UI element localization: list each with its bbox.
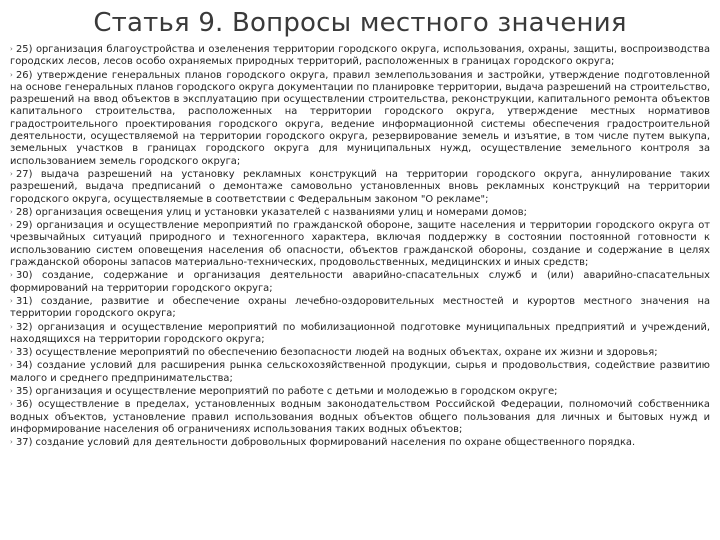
bullet-icon: › (10, 400, 13, 409)
bullet-icon: › (10, 348, 13, 357)
list-item-text: 28) организация освещения улиц и установки указателей с названиями улиц и номерами домов; (16, 206, 527, 218)
list-item-text: 33) осуществление мероприятий по обеспечению безопасности людей на водных объектах, охране их жизни и здоровья; (16, 347, 658, 359)
list-item (10, 346, 710, 359)
bullet-icon: › (10, 387, 13, 396)
list-item-text: 27) выдача разрешений на установку рекламных конструкций на территории городского округа, аннулирование таких разрешений, выдача предписаний о демонтаже самовольно установленных вновь рекламных конструкций на территории городского округа, осуществляемые в соответствии с Федеральным законом "О рекламе"; (10, 168, 710, 205)
list-item-text: 37) создание условий для деятельности добровольных формирований населения по охране общественного порядка. (16, 437, 636, 449)
bullet-icon: › (10, 70, 13, 79)
list-item (10, 206, 710, 219)
bullet-icon: › (10, 221, 13, 230)
bullet-icon: › (10, 271, 13, 280)
bullet-icon: › (10, 207, 13, 216)
list-item (10, 43, 710, 69)
list-item (10, 436, 710, 449)
bullet-icon: › (10, 296, 13, 305)
list-item-text: 34) создание условий для расширения рынка сельскохозяйственной продукции, сырья и продовольствия, содействие развитию малого и среднего предпринимательства; (10, 360, 710, 384)
list-item-text: 31) создание, развитие и обеспечение охраны лечебно-оздоровительных местностей и курортов местного значения на территории городского округа; (10, 295, 710, 320)
article-item-list (10, 43, 710, 450)
list-item-text: 29) организация и осуществление мероприятий по гражданской обороне, защите населения и территории городского округа от чрезвычайных ситуаций природного и техногенного характера, включая поддержку в состоянии постоянной готовности к использованию систем оповещения населения об опасности, объектов гражданской обороны, создание и содержание в целях гражданской обороны запасов материально-технических, продовольственных, медицинских и иных средств; (10, 220, 710, 269)
list-item (10, 69, 710, 168)
slide-title: Статья 9. Вопросы местного значения (93, 8, 627, 38)
list-item (10, 359, 710, 385)
list-item-text: 32) организация и осуществление мероприятий по мобилизационной подготовке муниципальных предприятий и учреждений, находящихся на территории городского округа; (10, 321, 710, 345)
list-item-text: 30) создание, содержание и организация деятельности аварийно-спасательных служб и (или) аварийно-спасательных формирований на территории городского округа; (10, 270, 710, 294)
list-item (10, 219, 710, 269)
list-item (10, 385, 710, 398)
list-item-text: 36) осуществление в пределах, установленных водным законодательством Российской Федерации, полномочий собственника водных объектов, установление правил использования водных объектов общего пользования для личных и бытовых нужд и информирование населения об ограничениях использования таких водных объектов; (10, 399, 710, 435)
bullet-icon: › (10, 361, 13, 370)
list-item (10, 295, 710, 321)
list-item-text: 35) организация и осуществление мероприятий по работе с детьми и молодежью в городском округе; (16, 386, 558, 398)
bullet-icon: › (10, 438, 13, 447)
list-item (10, 269, 710, 295)
list-item (10, 321, 710, 347)
list-item-text: 26) утверждение генеральных планов городского округа, правил землепользования и застройки, утверждение подготовленной на основе генеральных планов городского округа документации по планировке территории, выдача разрешений на строительство, разрешений на ввод объектов в эксплуатацию при осуществлении строительства, реконструкции, капитального ремонта объектов капитального строительства, расположенных на территории городского округа, утверждение местных нормативов градостроительного проектирования городского округа, ведение информационной системы обеспечения градостроительной деятельности, осуществляемой на территории городского округа, резервирование земель и изъятие, в том числе путем выкупа, земельных участков в границах городского округа для муниципальных нужд, осуществление земельного контроля за использованием земель городского округа; (10, 69, 710, 167)
list-item-text: 25) организация благоустройства и озеленения территории городского округа, использования, охраны, защиты, воспроизводства городских лесов, лесов особо охраняемых природных территорий, расположенных в границах городского округа; (10, 44, 710, 68)
list-item (10, 168, 710, 206)
bullet-icon: › (10, 322, 13, 331)
list-item (10, 398, 710, 436)
bullet-icon: › (10, 169, 13, 178)
bullet-icon: › (10, 45, 13, 53)
